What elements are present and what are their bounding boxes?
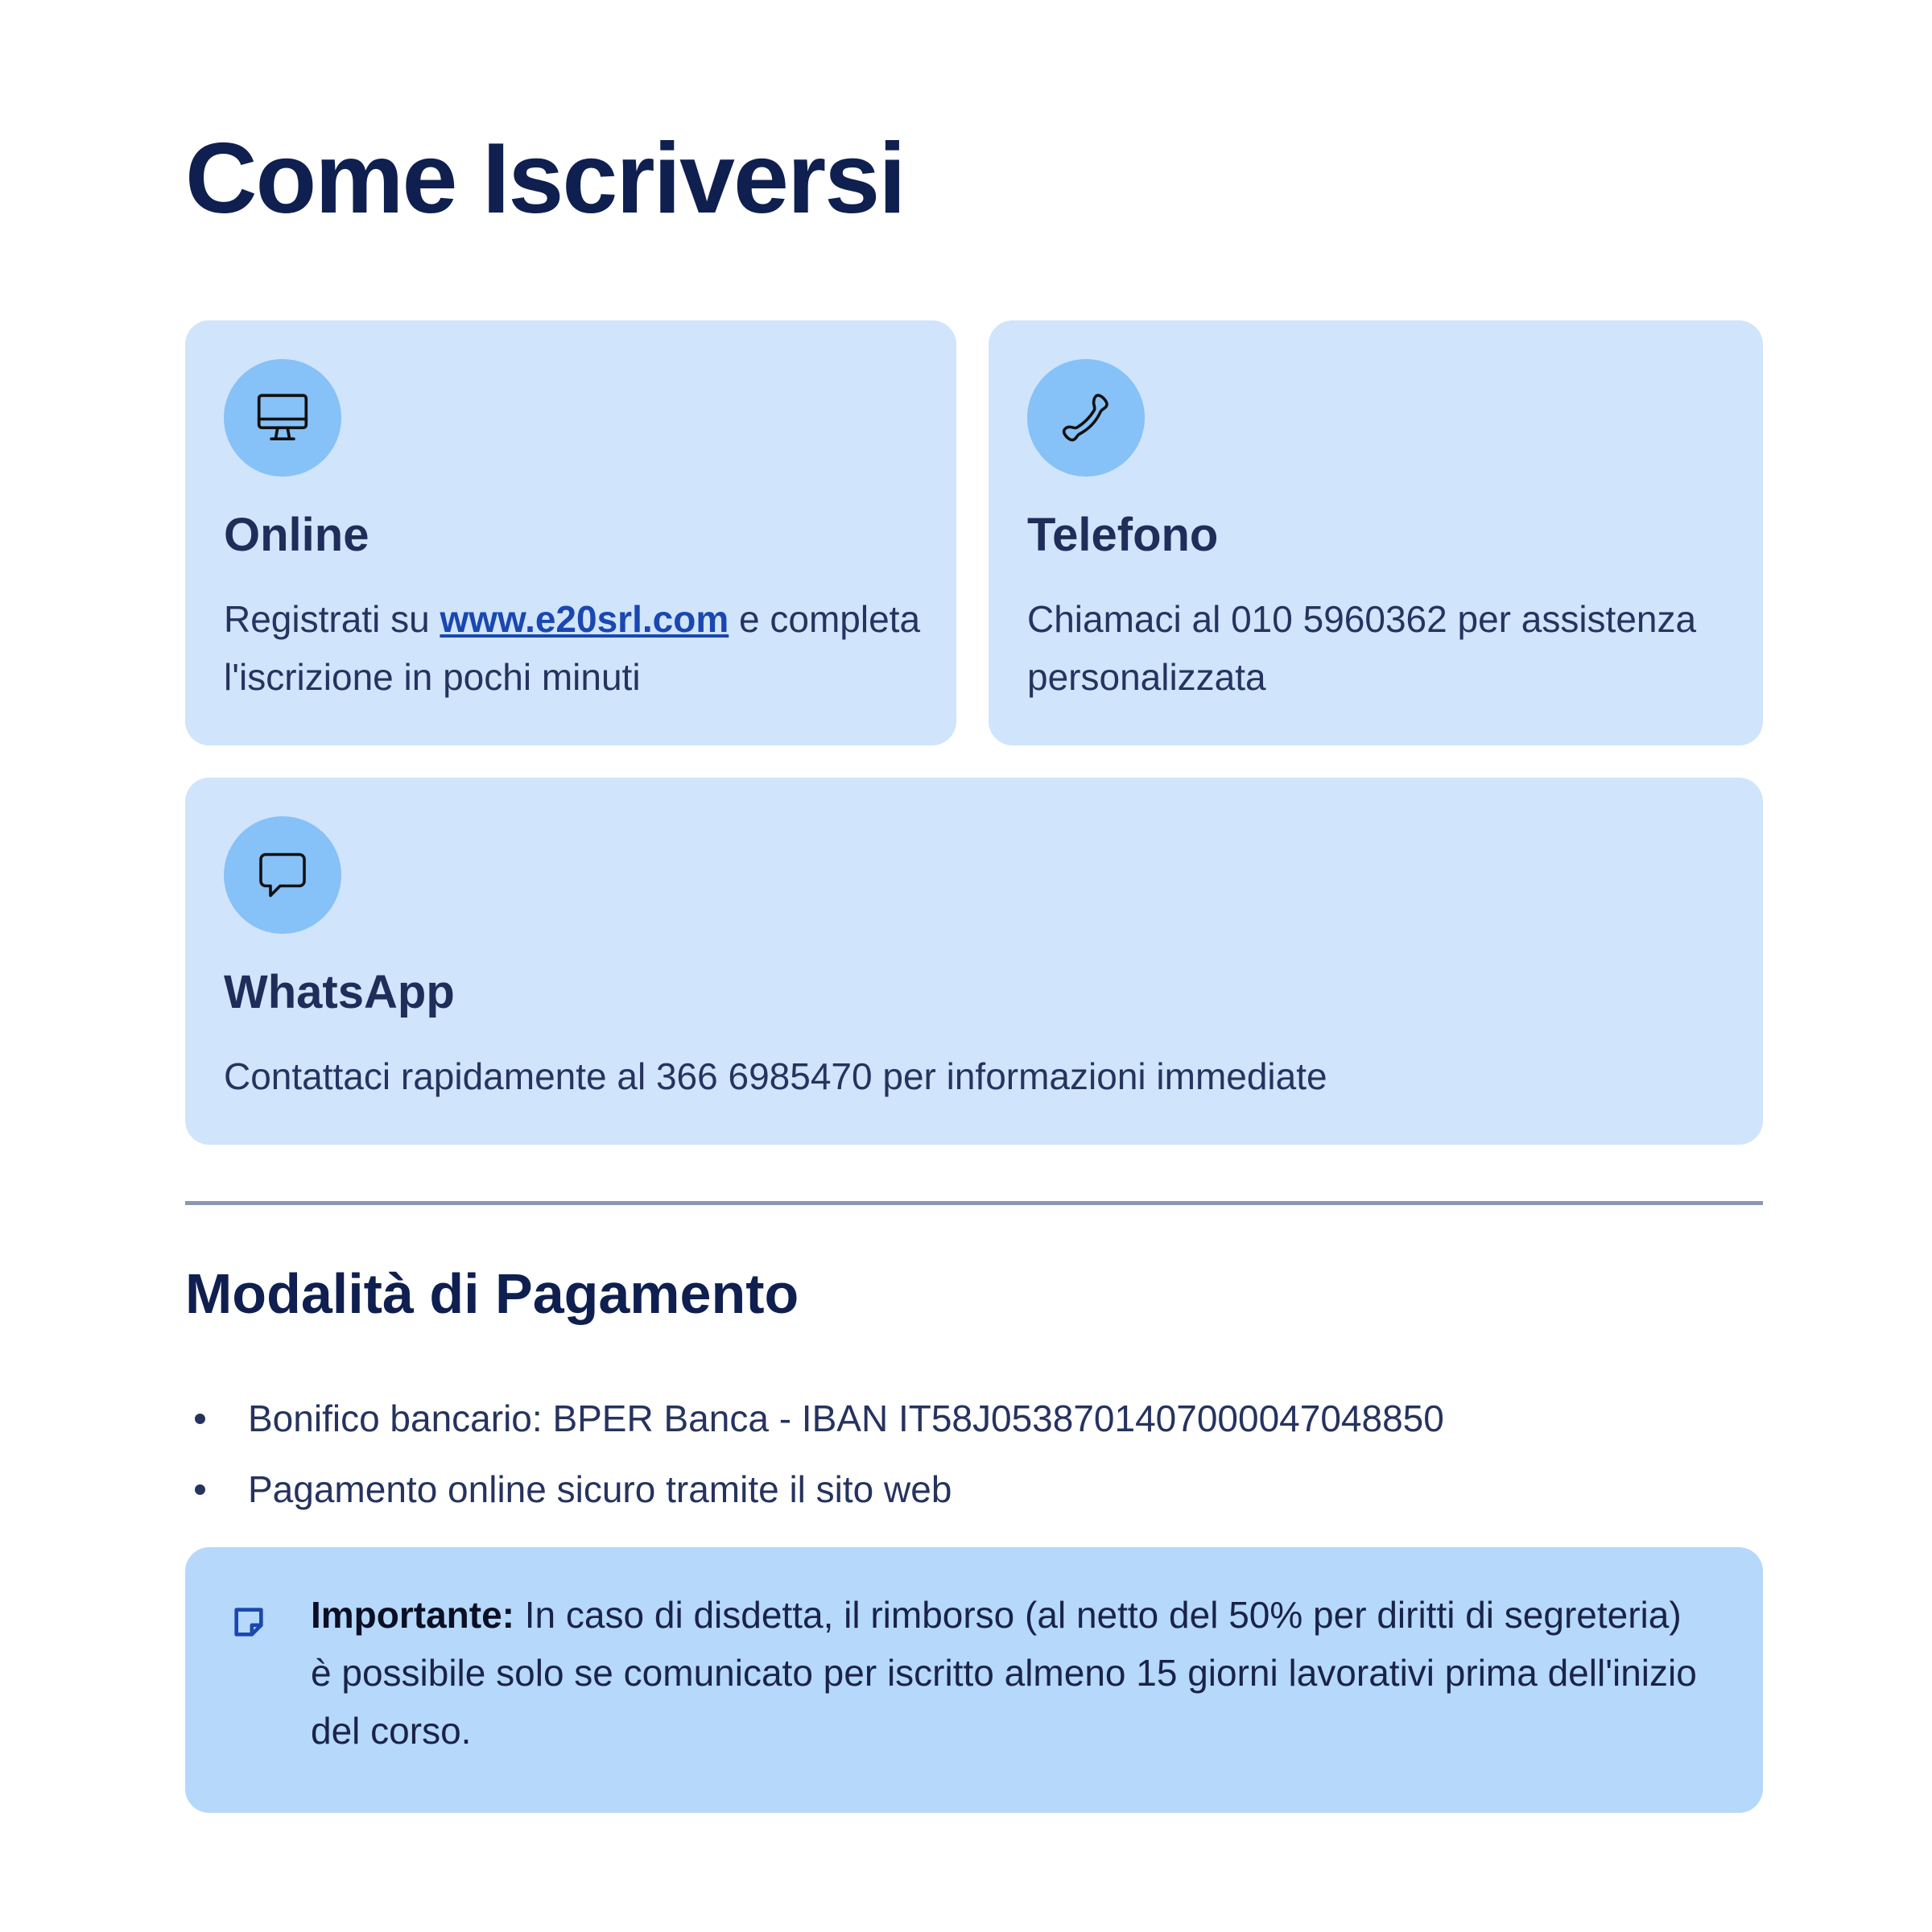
bullet-icon — [195, 1484, 205, 1495]
whatsapp-description: Contattaci rapidamente al 366 6985470 per informazioni immediate — [224, 1055, 1327, 1097]
online-card — [185, 320, 956, 745]
online-title: Online — [224, 509, 369, 561]
website-link[interactable]: www.e20srl.com — [440, 598, 729, 640]
online-icon-circle — [224, 359, 341, 477]
sticky-note-icon — [230, 1604, 267, 1641]
payment-item-text: Bonifico bancario: BPER Banca - IBAN IT58J0538701407000047048850 — [248, 1397, 1444, 1439]
whatsapp-icon-circle — [224, 816, 341, 934]
section-divider — [185, 1201, 1763, 1205]
payment-list — [185, 1383, 1763, 1525]
payment-title: Modalità di Pagamento — [185, 1262, 799, 1325]
note-body: In caso di disdetta, il rimborso (al netto del 50% per diritti di segreteria) è possibile solo se comunicato per iscritto almeno 15 giorni lavorativi prima dell'inizio del corso. — [311, 1594, 1697, 1752]
phone-title: Telefono — [1027, 509, 1219, 561]
chat-bubble-icon — [254, 846, 312, 904]
note-label: Importante: — [311, 1594, 514, 1636]
bullet-icon — [195, 1414, 205, 1424]
online-text-after: e completa l'iscrizione in pochi minuti — [224, 598, 921, 698]
phone-card — [989, 320, 1763, 745]
payment-item-text: Pagamento online sicuro tramite il sito web — [248, 1468, 952, 1510]
note-text — [311, 1586, 1699, 1760]
whatsapp-card — [185, 778, 1763, 1145]
phone-description: Chiamaci al 010 5960362 per assistenza personalizzata — [1027, 598, 1697, 698]
page-title: Come Iscriversi — [185, 123, 905, 234]
online-text-before: Registrati su — [224, 598, 440, 640]
payment-item-bank-transfer — [185, 1383, 1763, 1454]
payment-item-online — [185, 1454, 1763, 1525]
online-description — [224, 590, 924, 706]
whatsapp-title: WhatsApp — [224, 966, 455, 1018]
phone-icon-circle — [1027, 359, 1145, 477]
monitor-icon — [253, 388, 312, 448]
important-note — [185, 1547, 1763, 1813]
phone-icon — [1057, 389, 1115, 447]
